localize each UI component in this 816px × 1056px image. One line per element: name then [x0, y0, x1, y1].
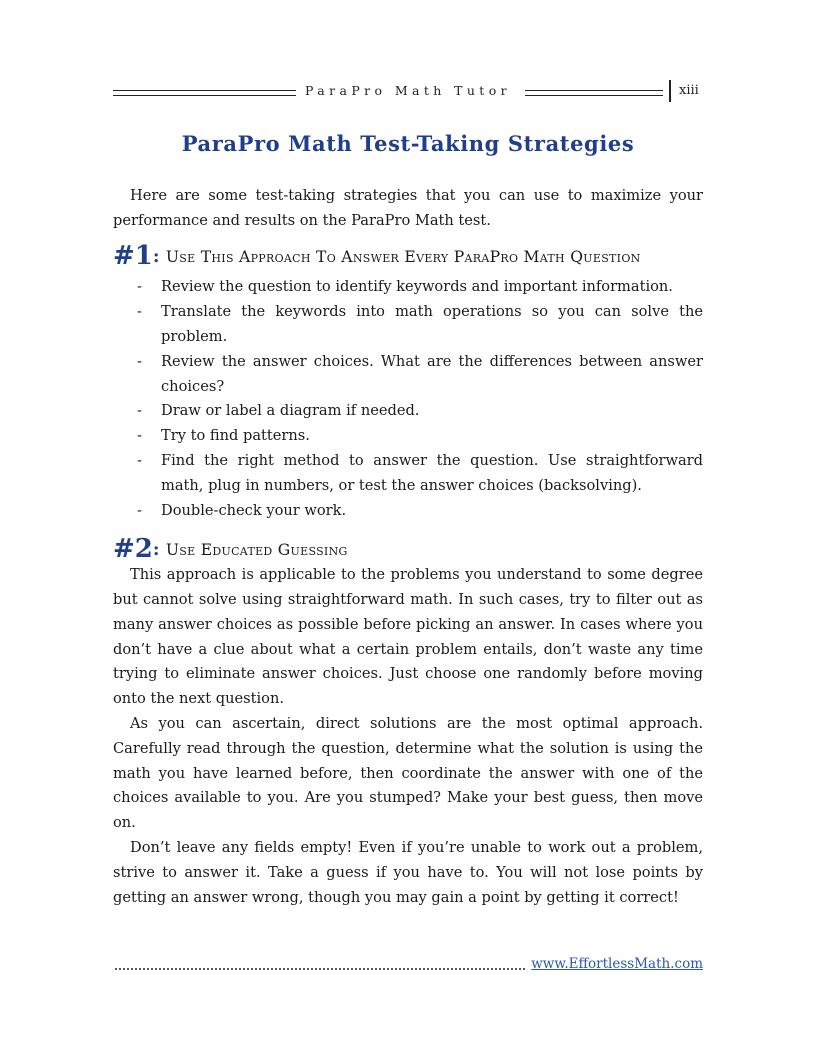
list-item-text: Find the right method to answer the question. Use straightforward math, plug in numbers, or test the answer choices (backsolving). — [161, 451, 703, 494]
header-rule-left — [113, 90, 296, 96]
list-item — [113, 275, 703, 300]
list-item — [113, 350, 703, 400]
page-number: xiii — [679, 83, 699, 98]
section-2-colon: : — [152, 539, 160, 561]
section-1-colon: : — [152, 245, 160, 267]
section-1-number: #1 — [113, 240, 153, 271]
section-2-paragraph-2: As you can ascertain, direct solutions are the most optimal approach. Carefully read through the question, determine what the solution is using the math you have learned before, then coordinate the answer with one of the choices available to you. Are you stumped? Make your best guess, then move on. — [113, 714, 703, 832]
bullet-dash: - — [137, 402, 142, 420]
page-title: ParaPro Math Test-Taking Strategies — [181, 131, 635, 156]
list-item-text: Review the answer choices. What are the differences between answer choices? — [161, 352, 703, 395]
website-link[interactable]: www.EffortlessMath.com — [531, 956, 703, 972]
list-item — [113, 424, 703, 449]
page-body — [113, 184, 703, 910]
list-item-text: Draw or label a diagram if needed. — [161, 402, 420, 420]
section-1-list — [113, 275, 703, 523]
section-2-number: #2 — [113, 534, 153, 565]
list-item — [113, 300, 703, 350]
bullet-dash: - — [137, 451, 142, 469]
list-item-text: Review the question to identify keywords and important information. — [161, 278, 673, 296]
running-footer — [113, 956, 703, 976]
list-item-text: Try to find patterns. — [161, 427, 310, 445]
bullet-dash: - — [137, 501, 142, 519]
section-2-title: Use Educated Guessing — [165, 541, 348, 560]
section-2-paragraph-3: Don’t leave any fields empty! Even if you’re unable to work out a problem, strive to answer it. Take a guess if you have to. You will not lose points by getting an answer wrong, though you may gain a point by getting it correct! — [113, 838, 703, 906]
section-2-paragraph-1: This approach is applicable to the problems you understand to some degree but cannot solve using straightforward math. In such cases, try to filter out as many answer choices as possible before picking an answer. In cases where you don’t have a clue about what a certain problem entails, don’t waste any time trying to eliminate answer choices. Just choose one randomly before moving onto the next question. — [113, 566, 703, 708]
bullet-dash: - — [137, 427, 142, 445]
bullet-dash: - — [137, 278, 142, 296]
running-header — [113, 80, 703, 102]
header-rule-right — [525, 90, 663, 96]
footer-dotted-leader — [115, 968, 525, 970]
list-item — [113, 499, 703, 524]
list-item-text: Double-check your work. — [161, 501, 347, 519]
bullet-dash: - — [137, 303, 142, 321]
section-2-heading — [113, 534, 703, 565]
header-title: ParaPro Math Tutor — [305, 83, 512, 98]
list-item — [113, 399, 703, 424]
intro-paragraph: Here are some test-taking strategies that you can use to maximize your performance and results on the ParaPro Math test. — [113, 187, 703, 229]
section-1-title: Use This Approach To Answer Every ParaPro Math Question — [165, 247, 641, 266]
bullet-dash: - — [137, 352, 142, 370]
section-1-heading — [113, 240, 703, 271]
list-item — [113, 449, 703, 499]
list-item-text: Translate the keywords into math operations so you can solve the problem. — [161, 303, 703, 345]
header-divider — [669, 80, 671, 102]
